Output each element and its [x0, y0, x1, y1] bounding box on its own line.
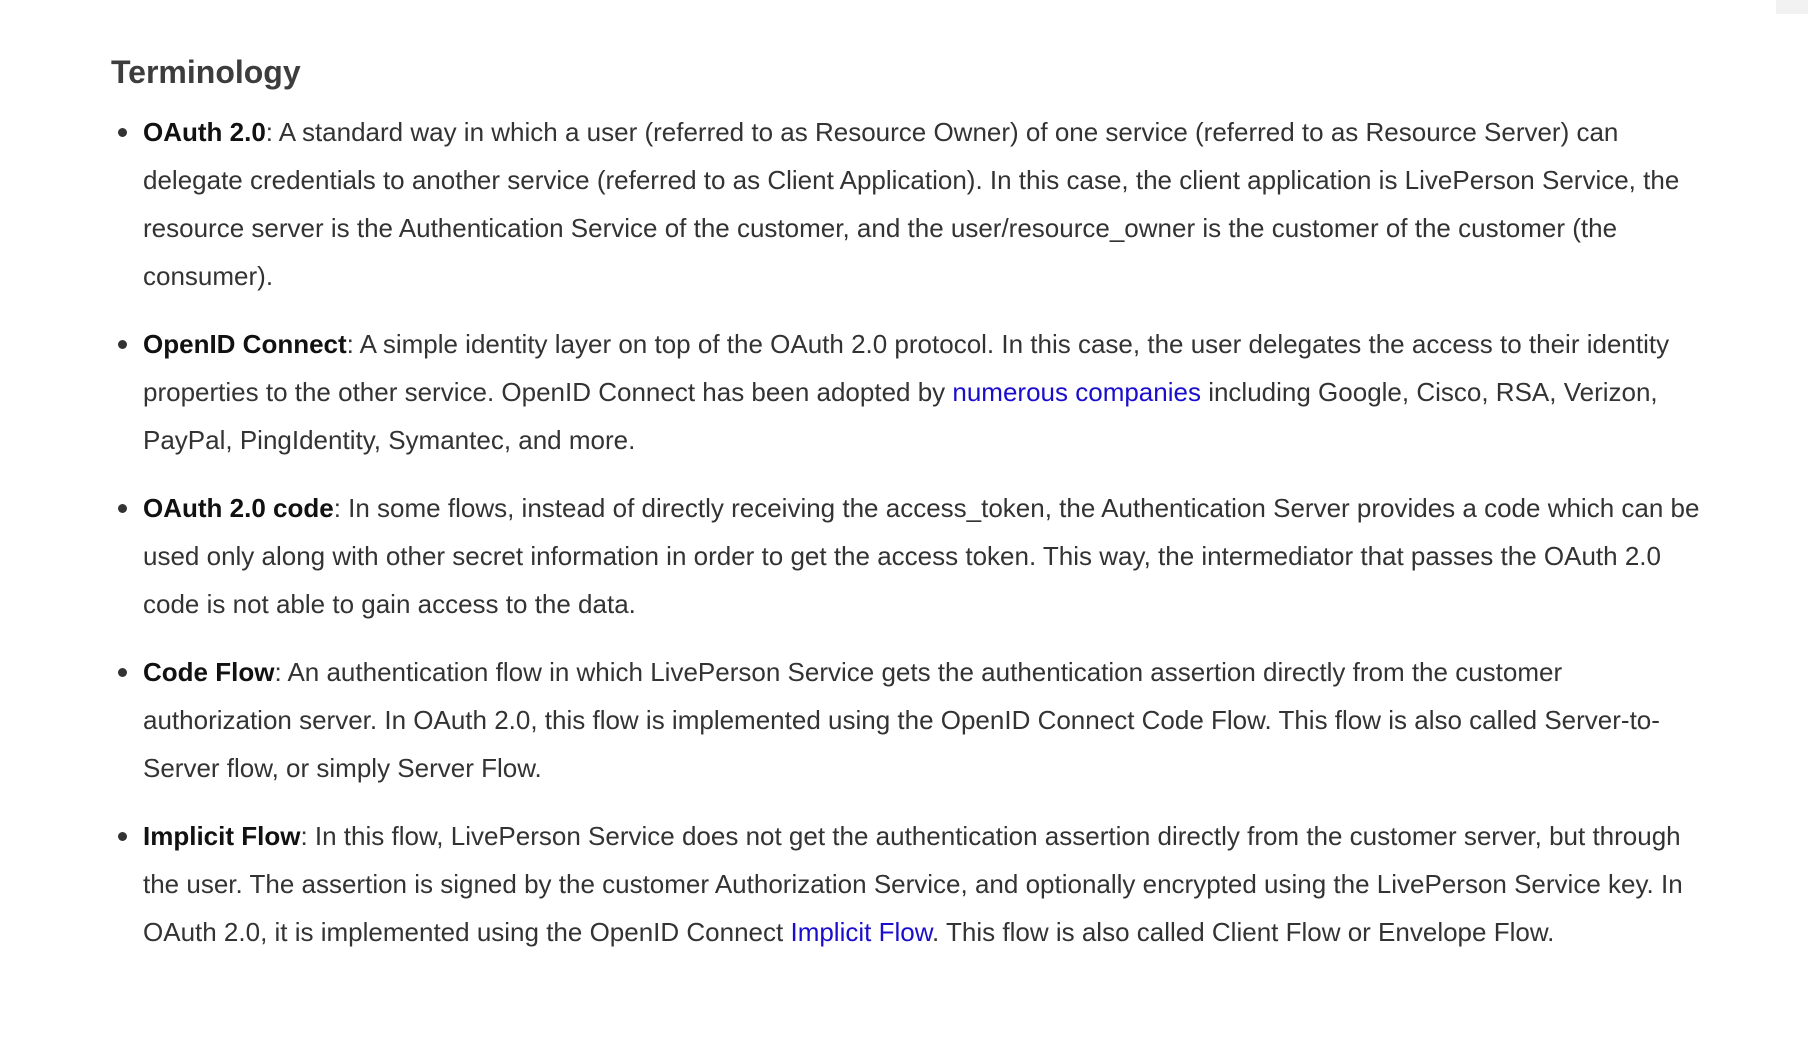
bullet-icon: [118, 340, 127, 349]
scrollbar-track[interactable]: [1776, 0, 1808, 14]
term-name: OpenID Connect: [143, 329, 347, 359]
numerous-companies-link[interactable]: numerous companies: [952, 377, 1201, 407]
list-item-oauth2: [111, 108, 1701, 300]
term-name: Implicit Flow: [143, 821, 301, 851]
document-content: [111, 48, 1701, 976]
term-name: OAuth 2.0 code: [143, 493, 334, 523]
terminology-list: [111, 108, 1701, 956]
term-definition: : An authentication flow in which LivePerson Service gets the authentication assertion directly from the customer authorization server. In OAuth 2.0, this flow is implemented using the OpenID Connect Code Flow. This flow is also called Server-to-Server flow, or simply Server Flow.: [143, 657, 1660, 783]
bullet-icon: [118, 128, 127, 137]
list-item-oauth2-code: [111, 484, 1701, 628]
term-definition-end: . This flow is also called Client Flow or Envelope Flow.: [932, 917, 1555, 947]
bullet-icon: [118, 668, 127, 677]
section-heading: Terminology: [111, 54, 301, 90]
bullet-icon: [118, 832, 127, 841]
list-item-code-flow: [111, 648, 1701, 792]
term-definition-end: including Google, Cisco, RSA, Verizon, PayPal, PingIdentity, Symantec, and more.: [143, 377, 1658, 455]
term-name: OAuth 2.0: [143, 117, 266, 147]
term-definition: : In some flows, instead of directly receiving the access_token, the Authentication Server provides a code which can be used only along with other secret information in order to get the access token. This way, the intermediator that passes the OAuth 2.0 code is not able to gain access to the data.: [143, 493, 1700, 619]
term-definition: : In this flow, LivePerson Service does not get the authentication assertion directly from the customer server, but through the user. The assertion is signed by the customer Authorization Service, and optionally encrypted using the LivePerson Service key. In OAuth 2.0, it is implemented using the OpenID Connect: [143, 821, 1683, 947]
term-definition: : A simple identity layer on top of the OAuth 2.0 protocol. In this case, the user delegates the access to their identity properties to the other service. OpenID Connect has been adopted by: [143, 329, 1670, 407]
term-definition: : A standard way in which a user (referred to as Resource Owner) of one service (referred to as Resource Server) can delegate credentials to another service (referred to as Client Application). In this case, the client application is LivePerson Service, the resource server is the Authentication Service of the customer, and the user/resource_owner is the customer of the customer (the consumer).: [143, 117, 1680, 291]
bullet-icon: [118, 504, 127, 513]
term-name: Code Flow: [143, 657, 275, 687]
list-item-openid-connect: [111, 320, 1701, 464]
implicit-flow-link[interactable]: Implicit Flow: [790, 917, 933, 947]
list-item-implicit-flow: [111, 812, 1701, 956]
